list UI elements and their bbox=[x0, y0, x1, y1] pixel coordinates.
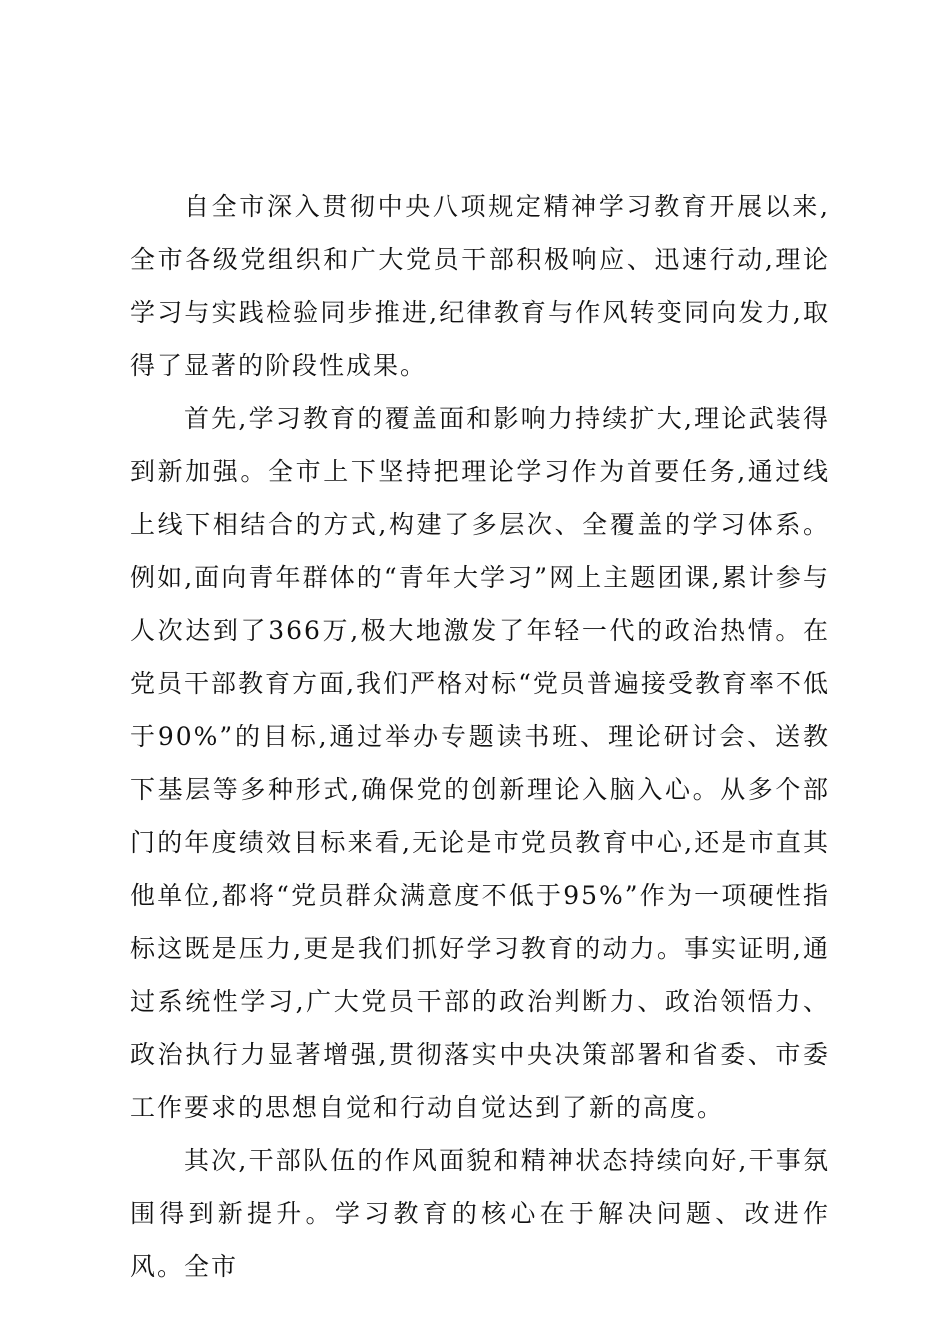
paragraph-intro: 自全市深入贯彻中央八项规定精神学习教育开展以来,全市各级党组织和广大党员干部积极响应、迅速行动,理论学习与实践检验同步推进,纪律教育与作风转变同向发力,取得了显著的阶段性成果。 bbox=[130, 192, 830, 380]
paragraph-first-point: 首先,学习教育的覆盖面和影响力持续扩大,理论武装得到新加强。全市上下坚持把理论学习作为首要任务,通过线上线下相结合的方式,构建了多层次、全覆盖的学习体系。例如,面向青年群体的“青年大学习”网上主题团课,累计参与人次达到了366万,极大地激发了年轻一代的政治热情。在党员干部教育方面,我们严格对标“党员普遍接受教育率不低于90%”的目标,通过举办专题读书班、理论研讨会、送教下基层等多种形式,确保党的创新理论入脑入心。从多个部门的年度绩效目标来看,无论是市党员教育中心,还是市直其他单位,都将“党员群众满意度不低于95%”作为一项硬性指标这既是压力,更是我们抓好学习教育的动力。事实证明,通过系统性学习,广大党员干部的政治判断力、政治领悟力、政治执行力显著增强,贯彻落实中央决策部署和省委、市委工作要求的思想自觉和行动自觉达到了新的高度。 bbox=[130, 404, 830, 1122]
paragraph-second-point: 其次,干部队伍的作风面貌和精神状态持续向好,干事氛围得到新提升。学习教育的核心在于解决问题、改进作风。全市 bbox=[130, 1146, 830, 1281]
document-body bbox=[130, 180, 830, 1293]
